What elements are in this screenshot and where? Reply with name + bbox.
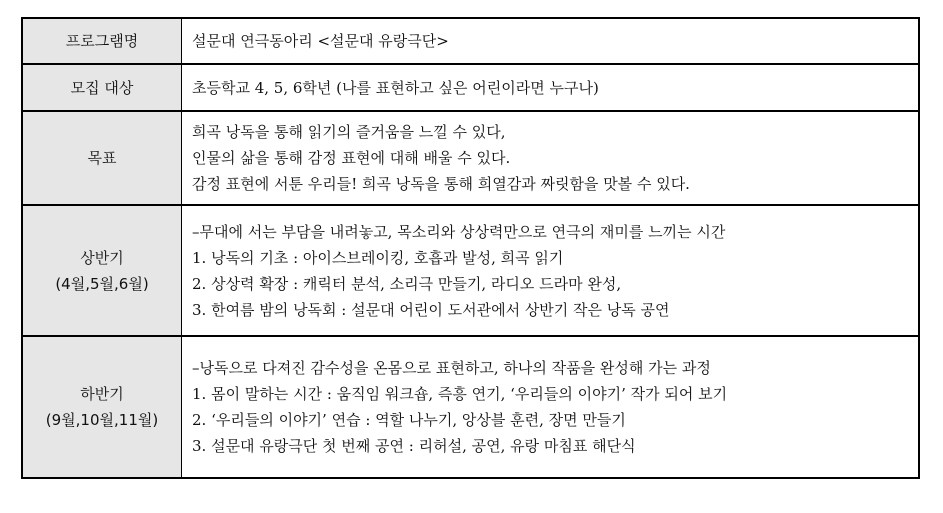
content-line: 2. ‘우리들의 이야기’ 연습 : 역할 나누기, 앙상블 훈련, 장면 만들기 — [192, 411, 626, 429]
content-line: 3. 한여름 밤의 낭독회 : 설문대 어린이 도서관에서 상반기 작은 낭독 공연 — [192, 300, 670, 319]
row-label-text: 하반기 — [80, 385, 124, 403]
row-content-second-half — [182, 336, 920, 478]
content-line: 설문대 연극동아리 <설문대 유랑극단> — [192, 32, 449, 50]
row-label-second-half — [22, 336, 182, 478]
content-line: –낭독으로 다져진 감수성을 온몸으로 표현하고, 하나의 작품을 완성해 가는 과정 — [192, 359, 711, 377]
row-label-goal — [22, 111, 182, 205]
row-label-text: 모집 대상 — [70, 78, 134, 97]
content-line: 2. 상상력 확장 : 캐릭터 분석, 소리극 만들기, 라디오 드라마 완성, — [192, 274, 622, 293]
content-line: 감정 표현에 서툰 우리들! 희곡 낭독을 통해 희열감과 짜릿함을 맛볼 수 있다. — [192, 175, 690, 193]
row-label-months: (4월,5월,6월) — [55, 274, 149, 293]
row-content-target — [182, 64, 920, 111]
table-row — [22, 64, 919, 111]
content-line: 초등학교 4, 5, 6학년 (나를 표현하고 싶은 어린이라면 누구나) — [192, 78, 599, 97]
content-line: –무대에 서는 부담을 내려놓고, 목소리와 상상력만으로 연극의 재미를 느끼는 시간 — [192, 222, 726, 241]
content-line: 희곡 낭독을 통해 읽기의 즐거움을 느낄 수 있다, — [192, 123, 506, 141]
row-label-text: 상반기 — [80, 248, 124, 267]
row-label-months: (9월,10월,11월) — [45, 411, 159, 429]
row-label-first-half — [22, 205, 182, 336]
row-content-program-name — [182, 18, 920, 64]
content-line: 인물의 삶을 통해 감정 표현에 대해 배울 수 있다. — [192, 149, 511, 167]
table-row — [22, 205, 919, 336]
content-line: 1. 몸이 말하는 시간 : 움직임 워크숍, 즉흥 연기, ‘우리들의 이야기’ 작가 되어 보기 — [192, 385, 728, 403]
row-label-text: 프로그램명 — [65, 32, 139, 50]
row-content-goal — [182, 111, 920, 205]
content-line: 3. 설문대 유랑극단 첫 번째 공연 : 리허설, 공연, 유랑 마침표 해단식 — [192, 437, 636, 455]
table-row — [22, 336, 919, 478]
row-label-program-name — [22, 18, 182, 64]
table-row — [22, 18, 919, 64]
row-label-text: 목표 — [87, 149, 117, 167]
content-line: 1. 낭독의 기초 : 아이스브레이킹, 호흡과 발성, 희곡 읽기 — [192, 248, 564, 267]
table-row — [22, 111, 919, 205]
program-table — [21, 17, 920, 479]
row-content-first-half — [182, 205, 920, 336]
row-label-target — [22, 64, 182, 111]
